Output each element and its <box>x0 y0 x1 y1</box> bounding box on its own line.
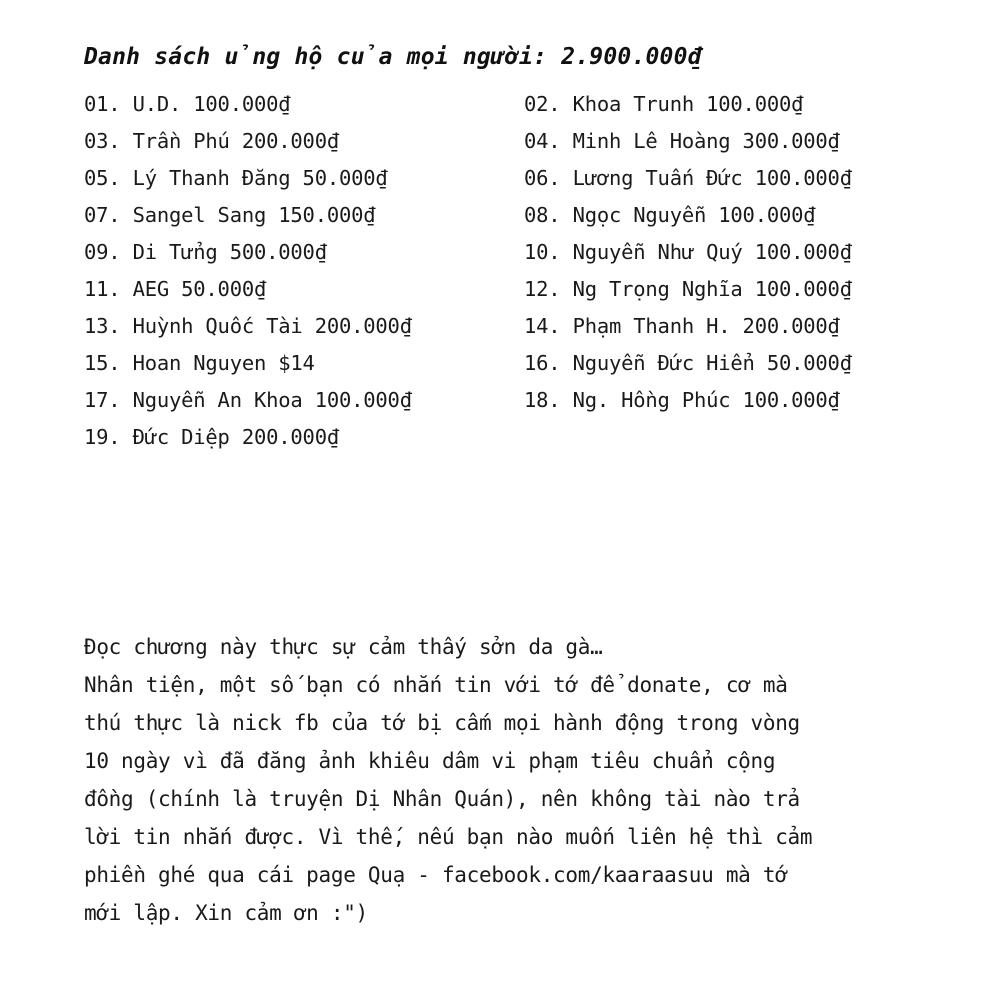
list-item: 07. Sangel Sang 150.000₫ <box>84 203 376 227</box>
list-item: 11. AEG 50.000₫ <box>84 277 267 301</box>
list-item: 05. Lý Thanh Đăng 50.000₫ <box>84 166 388 190</box>
list-item: 02. Khoa Trunh 100.000₫ <box>524 92 804 116</box>
donor-column-right <box>524 86 920 456</box>
list-item: 18. Ng. Hồng Phúc 100.000₫ <box>524 388 840 412</box>
note-line: Nhân tiện, một số bạn có nhắn tin với tớ để donate, cơ mà <box>84 673 788 697</box>
note-line: đồng (chính là truyện Dị Nhân Quán), nên không tài nào trả <box>84 787 800 811</box>
list-item: 16. Nguyễn Đức Hiển 50.000₫ <box>524 351 852 375</box>
list-item: 01. U.D. 100.000₫ <box>84 92 291 116</box>
note-line: lời tin nhắn được. Vì thế, nếu bạn nào muốn liên hệ thì cảm <box>84 825 813 849</box>
note-line: thú thực là nick fb của tớ bị cấm mọi hành động trong vòng <box>84 711 800 735</box>
donor-column-left <box>84 86 514 456</box>
list-item: 08. Ngọc Nguyễn 100.000₫ <box>524 203 816 227</box>
author-note <box>84 628 920 932</box>
list-item: 17. Nguyễn An Khoa 100.000₫ <box>84 388 412 412</box>
list-item: 09. Di Tửng 500.000₫ <box>84 240 327 264</box>
list-item: 15. Hoan Nguyen $14 <box>84 351 315 375</box>
donation-list-title: Danh sách ủng hộ của mọi người: 2.900.000₫ <box>84 44 702 70</box>
note-line: phiền ghé qua cái page Quạ - facebook.com/kaaraasuu mà tớ <box>84 863 788 887</box>
list-item: 10. Nguyễn Như Quý 100.000₫ <box>524 240 852 264</box>
note-line: mới lập. Xin cảm ơn :") <box>84 901 368 925</box>
list-item: 03. Trần Phú 200.000₫ <box>84 129 339 153</box>
list-item: 12. Ng Trọng Nghĩa 100.000₫ <box>524 277 852 301</box>
section-divider-space <box>84 456 920 628</box>
list-item: 04. Minh Lê Hoàng 300.000₫ <box>524 129 840 153</box>
note-line: 10 ngày vì đã đăng ảnh khiêu dâm vi phạm tiêu chuẩn cộng <box>84 749 776 773</box>
note-line: Đọc chương này thực sự cảm thấy sởn da gà… <box>84 635 603 659</box>
list-item: 13. Huỳnh Quốc Tài 200.000₫ <box>84 314 412 338</box>
list-item: 06. Lương Tuấn Đức 100.000₫ <box>524 166 852 190</box>
donation-list <box>84 86 920 456</box>
note-paragraph <box>84 628 920 932</box>
list-item: 19. Đức Diệp 200.000₫ <box>84 425 339 449</box>
list-item: 14. Phạm Thanh H. 200.000₫ <box>524 314 840 338</box>
